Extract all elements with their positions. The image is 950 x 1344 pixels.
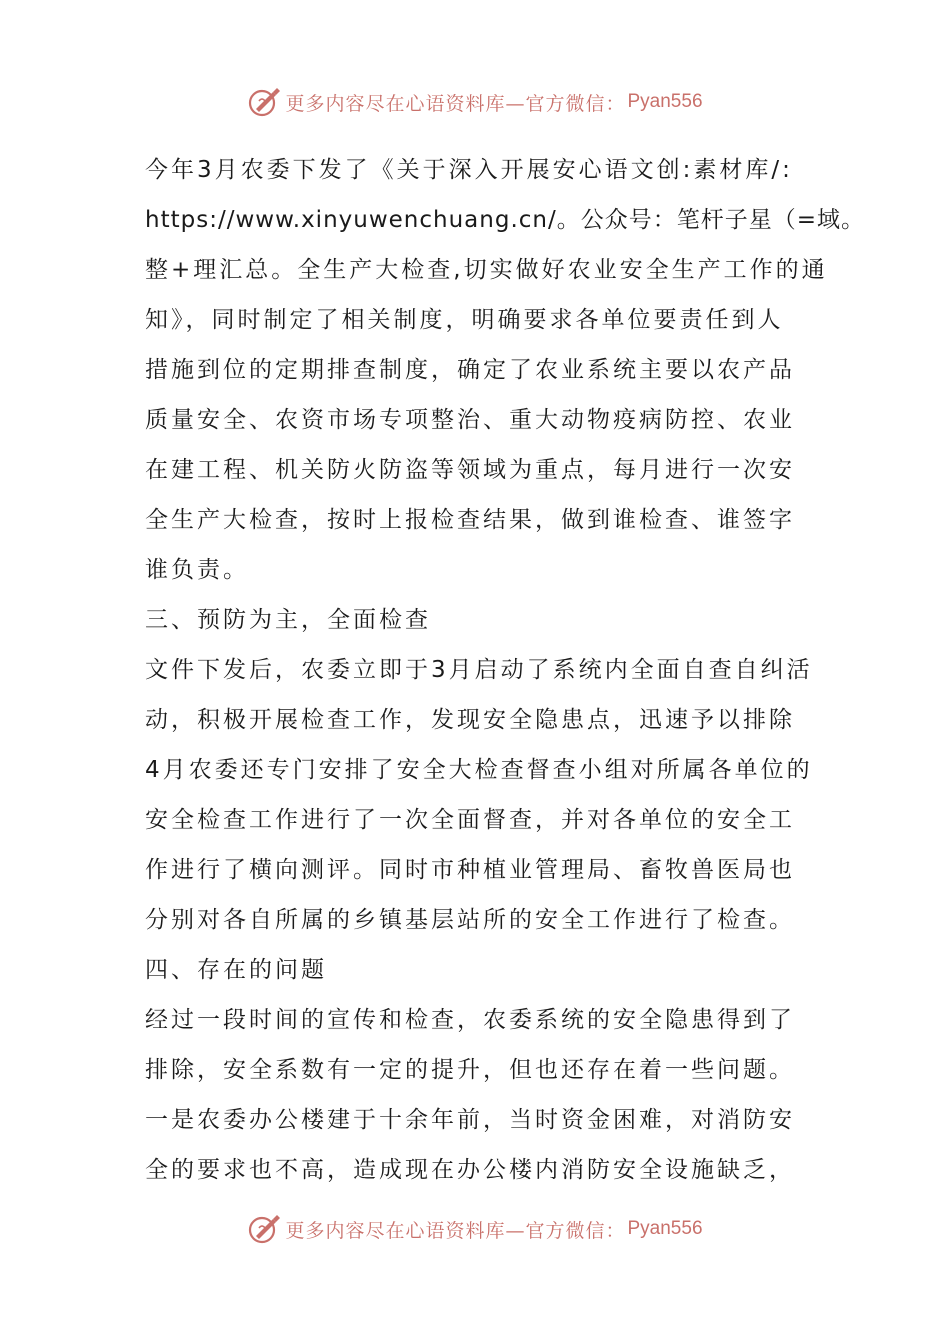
body-line: 全生产大检查，按时上报检查结果，做到谁检查、谁签字 xyxy=(145,507,795,533)
body-line: 措施到位的定期排查制度，确定了农业系统主要以农产品 xyxy=(145,357,795,383)
body-line: 经过一段时间的宣传和检查，农委系统的安全隐患得到了 xyxy=(145,1007,795,1033)
pen-seal-icon xyxy=(247,1212,281,1246)
body-line: 4月农委还专门安排了安全大检查督查小组对所属各单位的 xyxy=(145,757,813,783)
body-line: 动，积极开展检查工作，发现安全隐患点，迅速予以排除 xyxy=(145,707,795,733)
body-line: 知》，同时制定了相关制度，明确要求各单位要责任到人 xyxy=(145,307,784,333)
body-line: 谁负责。 xyxy=(145,557,249,583)
header-banner-text: 更多内容尽在心语资料库—官方微信： xyxy=(285,92,626,115)
body-line: 文件下发后，农委立即于3月启动了系统内全面自查自纠活 xyxy=(145,657,813,683)
body-line: 质量安全、农资市场专项整治、重大动物疫病防控、农业 xyxy=(145,407,795,433)
footer-banner-text: 更多内容尽在心语资料库—官方微信： xyxy=(285,1219,626,1242)
body-line: 分别对各自所属的乡镇基层站所的安全工作进行了检查。 xyxy=(145,907,795,933)
body-line: 整+理汇总。全生产大检查,切实做好农业安全生产工作的通 xyxy=(145,257,828,283)
body-line: 一是农委办公楼建于十余年前，当时资金困难，对消防安 xyxy=(145,1107,795,1133)
footer-banner-contact: Pyan556 xyxy=(627,1218,703,1239)
pen-seal-icon xyxy=(247,85,281,119)
body-line: 全的要求也不高，造成现在办公楼内消防安全设施缺乏， xyxy=(145,1157,795,1183)
section-heading: 四、存在的问题 xyxy=(145,957,327,983)
body-line: 作进行了横向测评。同时市种植业管理局、畜牧兽医局也 xyxy=(145,857,795,883)
footer-banner xyxy=(0,1209,950,1249)
body-line: 排除，安全系数有一定的提升，但也还存在着一些问题。 xyxy=(145,1057,795,1083)
body-line: 在建工程、机关防火防盗等领域为重点，每月进行一次安 xyxy=(145,457,795,483)
section-heading: 三、预防为主，全面检查 xyxy=(145,607,431,633)
header-banner xyxy=(0,82,950,122)
body-line: https://www.xinyuwenchuang.cn/。公众号：笔杆子星（=域。 xyxy=(145,207,866,233)
header-banner-contact: Pyan556 xyxy=(627,91,703,112)
document-body xyxy=(145,145,866,1195)
body-line: 安全检查工作进行了一次全面督查，并对各单位的安全工 xyxy=(145,807,795,833)
body-line: 今年3月农委下发了《关于深入开展安心语文创:素材库/: xyxy=(145,157,793,183)
